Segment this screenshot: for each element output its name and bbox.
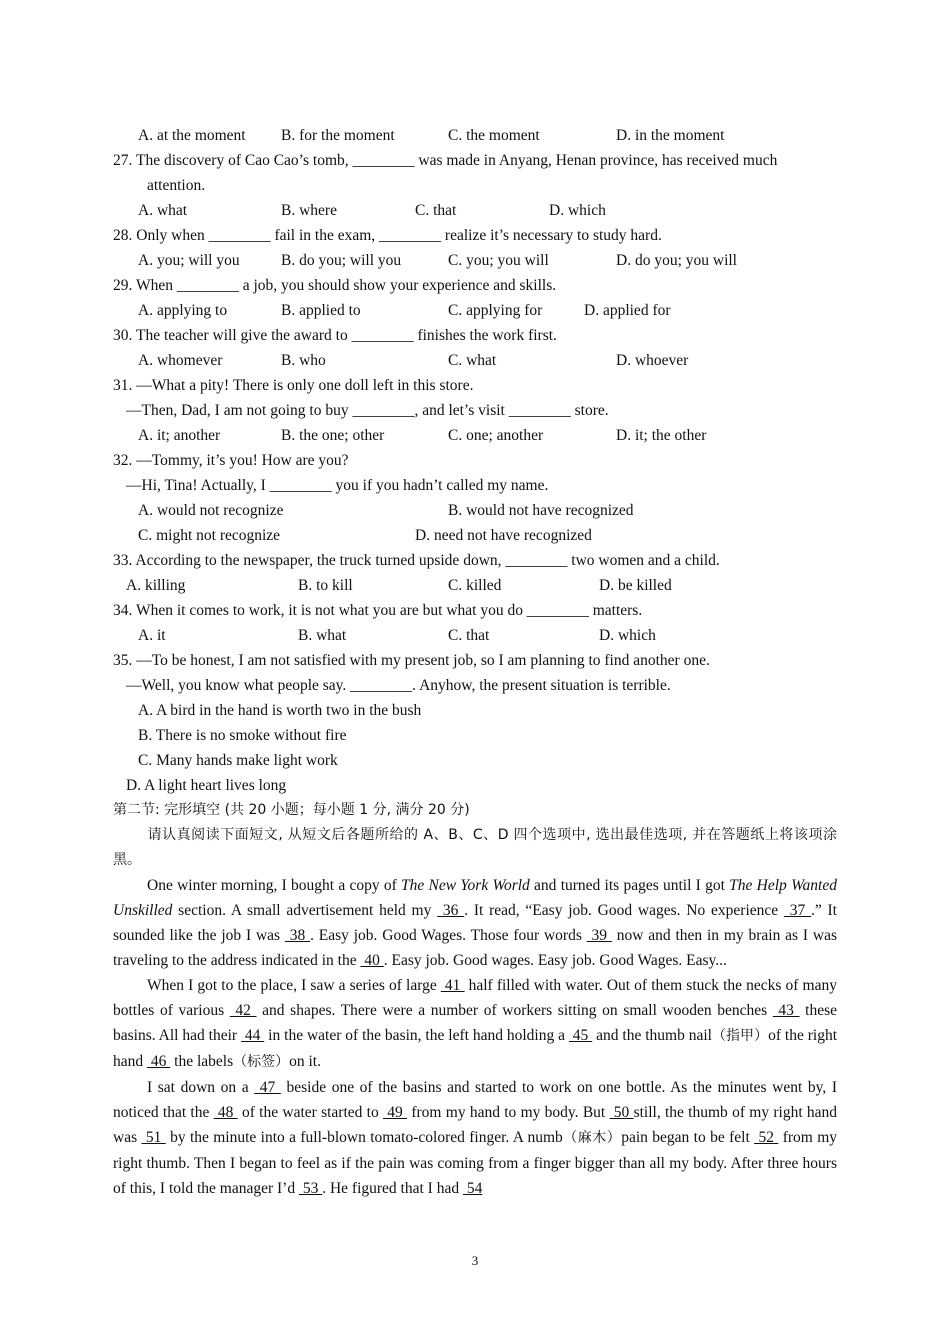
question-35-stem: 35. —To be honest, I am not satisfied with my present job, so I am planning to find another one. bbox=[113, 652, 710, 669]
blank-51: 51 bbox=[141, 1129, 166, 1146]
option-c: C. you; you will bbox=[448, 252, 549, 269]
q32-options-ab bbox=[113, 498, 837, 523]
q28-options bbox=[113, 248, 837, 273]
option-d: D. which bbox=[549, 202, 606, 219]
passage-paragraph-2: When I got to the place, I saw a series of large 41 half filled with water. Out of them stuck the necks of many bottles of various 42 and shapes. There were a number of workers sitting on small wooden benches 43 these basins. All had their 44 in the water of the basin, the left hand holding a 45 and the thumb nail（指甲）of the right hand 46 the labels（标签）on it. bbox=[113, 977, 838, 1070]
blank-50: 50 bbox=[609, 1104, 634, 1121]
option-d: D. whoever bbox=[616, 352, 689, 369]
option-c: C. the moment bbox=[448, 127, 540, 144]
option-b: B. for the moment bbox=[281, 127, 395, 144]
section-instruction: 请认真阅读下面短文, 从短文后各题所给的 A、B、C、D 四个选项中, 选出最佳选项, 并在答题纸上将该项涂黑。 bbox=[113, 827, 837, 868]
blank-54: 54 bbox=[462, 1180, 483, 1197]
option-a: A. what bbox=[138, 202, 188, 219]
blank-46: 46 bbox=[147, 1053, 171, 1070]
q30-options bbox=[113, 348, 837, 373]
page-number: 3 bbox=[471, 1253, 479, 1268]
blank-52: 52 bbox=[754, 1129, 779, 1146]
option-b: B. where bbox=[281, 202, 337, 219]
option-c: C. what bbox=[448, 352, 497, 369]
question-28-stem: 28. Only when ________ fail in the exam, ________ realize it’s necessary to study hard. bbox=[113, 227, 662, 244]
passage-paragraph-3: I sat down on a 47 beside one of the basins and started to work on one bottle. As the minutes went by, I noticed that the 48 of the water started to 49 from my hand to my body. But 50 still, the thumb of my right hand was 51 by the minute into a full-blown tomato-colored finger. A numb（麻木）pain began to be felt 52 from my right thumb. Then I began to feel as if the pain was coming from a finger bigger than all my body. After three hours of this, I told the manager I’d 53 . He figured that I had 54 bbox=[113, 1079, 838, 1197]
option-b: B. do you; will you bbox=[281, 252, 402, 269]
blank-43: 43 bbox=[772, 1002, 800, 1019]
q29-options bbox=[113, 298, 837, 323]
option-a: A. killing bbox=[126, 577, 186, 594]
blank-42: 42 bbox=[229, 1002, 257, 1019]
option-a: A. at the moment bbox=[138, 127, 246, 144]
option-b: B. applied to bbox=[281, 302, 361, 319]
option-a: A. whomever bbox=[138, 352, 223, 369]
q33-options bbox=[113, 573, 837, 598]
blank-44: 44 bbox=[240, 1027, 265, 1044]
option-c: C. applying for bbox=[448, 302, 543, 319]
option-b: B. who bbox=[281, 352, 326, 369]
option-c: C. that bbox=[415, 202, 457, 219]
option-b: B. There is no smoke without fire bbox=[138, 727, 347, 744]
option-a: A. it; another bbox=[138, 427, 221, 444]
question-32-stem: 32. —Tommy, it’s you! How are you? bbox=[113, 452, 349, 469]
section-name: The Help Wanted Unskilled bbox=[113, 877, 837, 919]
question-34-stem: 34. When it comes to work, it is not what you are but what you do ________ matters. bbox=[113, 602, 643, 619]
option-d: D. need not have recognized bbox=[415, 527, 592, 544]
option-c: C. that bbox=[448, 627, 490, 644]
passage-paragraph-1: One winter morning, I bought a copy of The New York World and turned its pages until I got The Help Wanted Unskilled section. A small advertisement held my 36 . It read, “Easy job. Good wages. No experience 37 .” It sounded like the job I was 38 . Easy job. Good Wages. Those four words 39 now and then in my brain as I was traveling to the address indicated in the 40 . Easy job. Good wages. Easy job. Good Wages. Easy... bbox=[113, 877, 838, 969]
section-title: 第二节: 完形填空 (共 20 小题；每小题 1 分, 满分 20 分) bbox=[113, 802, 470, 818]
option-c: C. might not recognize bbox=[138, 527, 281, 544]
blank-38: 38 bbox=[284, 927, 311, 944]
option-a: A. applying to bbox=[138, 302, 228, 319]
blank-40: 40 bbox=[360, 952, 384, 969]
option-d: D. it; the other bbox=[616, 427, 707, 444]
q32-options-cd bbox=[113, 523, 837, 548]
option-c: C. one; another bbox=[448, 427, 544, 444]
question-30-stem: 30. The teacher will give the award to ________ finishes the work first. bbox=[113, 327, 557, 344]
question-33-stem: 33. According to the newspaper, the truck turned upside down, ________ two women and a child. bbox=[113, 552, 720, 569]
blank-36: 36 bbox=[437, 902, 465, 919]
question-31-stem: 31. —What a pity! There is only one doll left in this store. bbox=[113, 377, 474, 394]
option-a: A. you; will you bbox=[138, 252, 240, 269]
question-35-reply: —Well, you know what people say. ________. Anyhow, the present situation is terrible. bbox=[126, 677, 671, 694]
option-d: D. do you; you will bbox=[616, 252, 737, 269]
blank-53: 53 bbox=[298, 1180, 323, 1197]
question-29-stem: 29. When ________ a job, you should show your experience and skills. bbox=[113, 277, 557, 294]
option-d: D. in the moment bbox=[616, 127, 725, 144]
option-d: D. applied for bbox=[584, 302, 671, 319]
question-27-stem-cont: attention. bbox=[147, 177, 206, 194]
option-b: B. the one; other bbox=[281, 427, 385, 444]
option-d: D. which bbox=[599, 627, 656, 644]
option-b: B. to kill bbox=[298, 577, 353, 594]
content-column bbox=[113, 123, 837, 1201]
option-d: D. A light heart lives long bbox=[126, 777, 287, 794]
question-31-reply: —Then, Dad, I am not going to buy ________, and let’s visit ________ store. bbox=[126, 402, 609, 419]
option-a: A. would not recognize bbox=[138, 502, 284, 519]
question-27-stem: 27. The discovery of Cao Cao’s tomb, ________ was made in Anyang, Henan province, has received much bbox=[113, 152, 778, 169]
option-b: B. what bbox=[298, 627, 347, 644]
option-a: A. A bird in the hand is worth two in the bush bbox=[138, 702, 422, 719]
blank-39: 39 bbox=[586, 927, 612, 944]
option-b: B. would not have recognized bbox=[448, 502, 634, 519]
blank-41: 41 bbox=[440, 977, 465, 994]
q31-options bbox=[113, 423, 837, 448]
q26-options bbox=[113, 123, 837, 148]
blank-48: 48 bbox=[213, 1104, 238, 1121]
option-c: C. Many hands make light work bbox=[138, 752, 338, 769]
blank-45: 45 bbox=[568, 1027, 593, 1044]
option-c: C. killed bbox=[448, 577, 502, 594]
q34-options bbox=[113, 623, 837, 648]
blank-49: 49 bbox=[383, 1104, 408, 1121]
blank-47: 47 bbox=[254, 1079, 281, 1096]
q27-options bbox=[113, 198, 837, 223]
option-d: D. be killed bbox=[599, 577, 672, 594]
newspaper-title: The New York World bbox=[401, 877, 530, 894]
option-a: A. it bbox=[138, 627, 166, 644]
blank-37: 37 bbox=[783, 902, 811, 919]
question-32-reply: —Hi, Tina! Actually, I ________ you if you hadn’t called my name. bbox=[126, 477, 549, 494]
